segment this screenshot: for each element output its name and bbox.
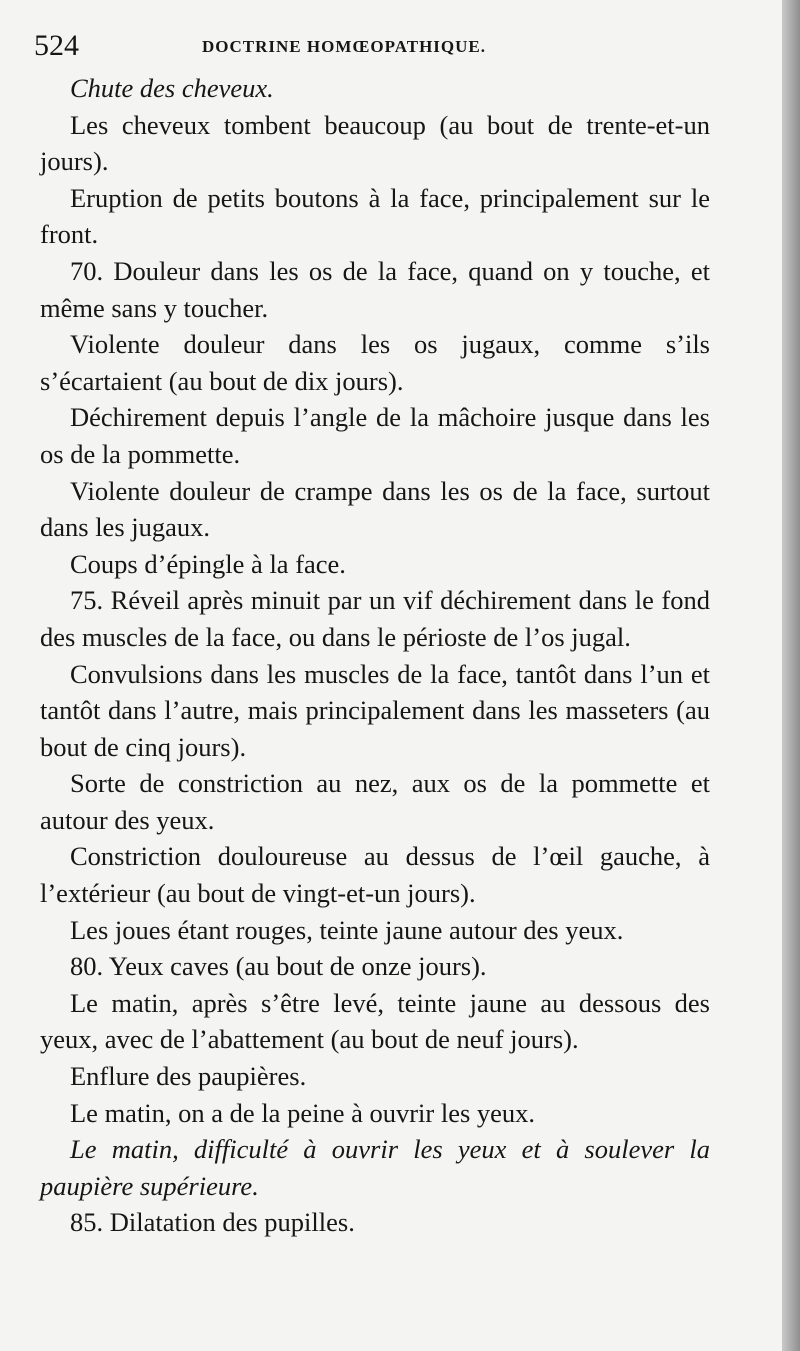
paragraph: Déchirement depuis l’angle de la mâchoire jusque dans les os de la pommette. — [40, 402, 710, 469]
paragraph: Violente douleur dans les os jugaux, comme s’ils s’écartaient (au bout de dix jours). — [40, 329, 710, 396]
paragraph: 80. Yeux caves (au bout de onze jours). — [70, 951, 487, 982]
paragraph: 75. Réveil après minuit par un vif déchirement dans le fond des muscles de la face, ou dans le périoste de l’os jugal. — [40, 585, 710, 652]
page-header — [34, 28, 734, 68]
paragraph: Eruption de petits boutons à la face, principalement sur le front. — [40, 182, 710, 250]
paragraph: Le matin, après s’être levé, teinte jaune au dessous des yeux, avec de l’abattement (au bout de neuf jours). — [40, 987, 710, 1055]
page-number: 524 — [34, 29, 79, 62]
paragraph: Les cheveux tombent beaucoup (au bout de trente-et-un jours). — [40, 109, 710, 177]
running-title: DOCTRINE HOMŒOPATHIQUE. — [202, 37, 486, 56]
page-gutter-shadow — [782, 0, 800, 1351]
paragraph: 70. Douleur dans les os de la face, quand on y touche, et même sans y toucher. — [40, 255, 710, 323]
italic-paragraph: Le matin, difficulté à ouvrir les yeux et à soulever la paupière supérieure. — [40, 1134, 710, 1201]
paragraph: Constriction douloureuse au dessus de l’œil gauche, à l’extérieur (au bout de vingt-et-un jours). — [40, 841, 710, 909]
paragraph: Coups d’épingle à la face. — [70, 548, 346, 579]
paragraph: Sorte de constriction au nez, aux os de la pommette et autour des yeux. — [40, 768, 710, 835]
paragraph: Convulsions dans les muscles de la face, tantôt dans l’un et tantôt dans l’autre, mais principalement dans les masseters (au bout de cinq jours). — [40, 658, 710, 762]
page-body — [40, 70, 710, 1241]
paragraph: 85. Dilatation des pupilles. — [70, 1207, 355, 1238]
paragraph: Le matin, on a de la peine à ouvrir les yeux. — [70, 1097, 536, 1128]
paragraph: Les joues étant rouges, teinte jaune autour des yeux. — [70, 914, 624, 945]
paragraph: Violente douleur de crampe dans les os de la face, surtout dans les jugaux. — [40, 475, 710, 543]
paragraph: Enflure des paupières. — [70, 1061, 307, 1092]
section-heading: Chute des cheveux. — [70, 73, 274, 103]
